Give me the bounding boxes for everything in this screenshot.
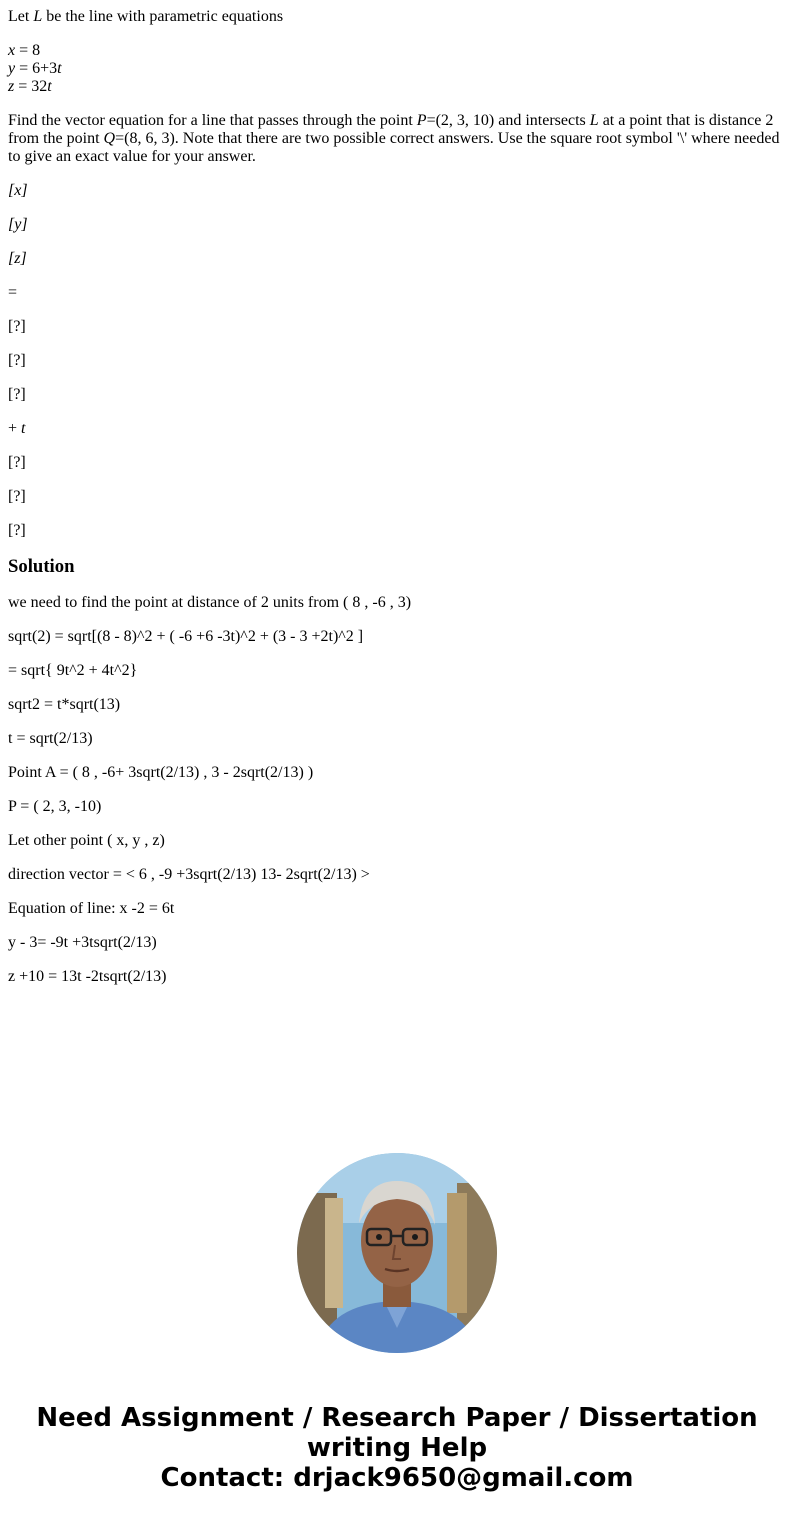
solution-line: y - 3= -9t +3tsqrt(2/13) [8,934,157,951]
vector-lhs-y: [y] [8,216,28,233]
direction-blank-2: [?] [8,488,26,505]
document-body [8,8,786,1002]
solution-line: we need to find the point at distance of 2 units from ( 8 , -6 , 3) [8,594,412,611]
question-task: Find the vector equation for a line that passes through the point P=(2, 3, 10) and intersects L at a point that is distance 2 from the point Q=(8, 6, 3). Note that there are two possible correct answers. Use the square root symbol '\' where needed to give an exact value for your answer. [8,112,780,165]
solution-line: = sqrt{ 9t^2 + 4t^2} [8,662,138,679]
point-blank-1: [?] [8,318,26,335]
plus-t: + t [8,420,26,437]
solution-line: sqrt2 = t*sqrt(13) [8,696,121,713]
question-intro: Let L be the line with parametric equations [8,8,284,25]
author-photo [297,1153,497,1353]
equation-y: y = 6+3t [8,60,62,77]
equation-x: x = 8 [8,42,41,59]
equation-z: z = 32t [8,78,52,95]
footer-line-1: Need Assignment / Research Paper / Dissertation [36,1403,758,1433]
solution-line: z +10 = 13t -2tsqrt(2/13) [8,968,167,985]
solution-line: Point A = ( 8 , -6+ 3sqrt(2/13) , 3 - 2sqrt(2/13) ) [8,764,314,781]
direction-blank-1: [?] [8,454,26,471]
point-blank-2: [?] [8,352,26,369]
direction-blank-3: [?] [8,522,26,539]
solution-line: Equation of line: x -2 = 6t [8,900,175,917]
footer-line-2: writing Help [306,1433,488,1463]
vector-lhs-z: [z] [8,250,27,267]
solution-line: Let other point ( x, y , z) [8,832,165,849]
point-blank-3: [?] [8,386,26,403]
equals-sign: = [8,284,18,301]
footer-banner [0,1403,794,1493]
solution-line: direction vector = < 6 , -9 +3sqrt(2/13) 13- 2sqrt(2/13) > [8,866,370,883]
vector-lhs-x: [x] [8,182,28,199]
solution-line: t = sqrt(2/13) [8,730,93,747]
solution-line: sqrt(2) = sqrt[(8 - 8)^2 + ( -6 +6 -3t)^2 + (3 - 3 +2t)^2 ] [8,628,364,645]
solution-heading: Solution [8,556,75,577]
footer-contact: Contact: drjack9650@gmail.com [160,1463,634,1493]
author-avatar [297,1153,497,1353]
solution-line: P = ( 2, 3, -10) [8,798,102,815]
parametric-equations [8,42,786,96]
